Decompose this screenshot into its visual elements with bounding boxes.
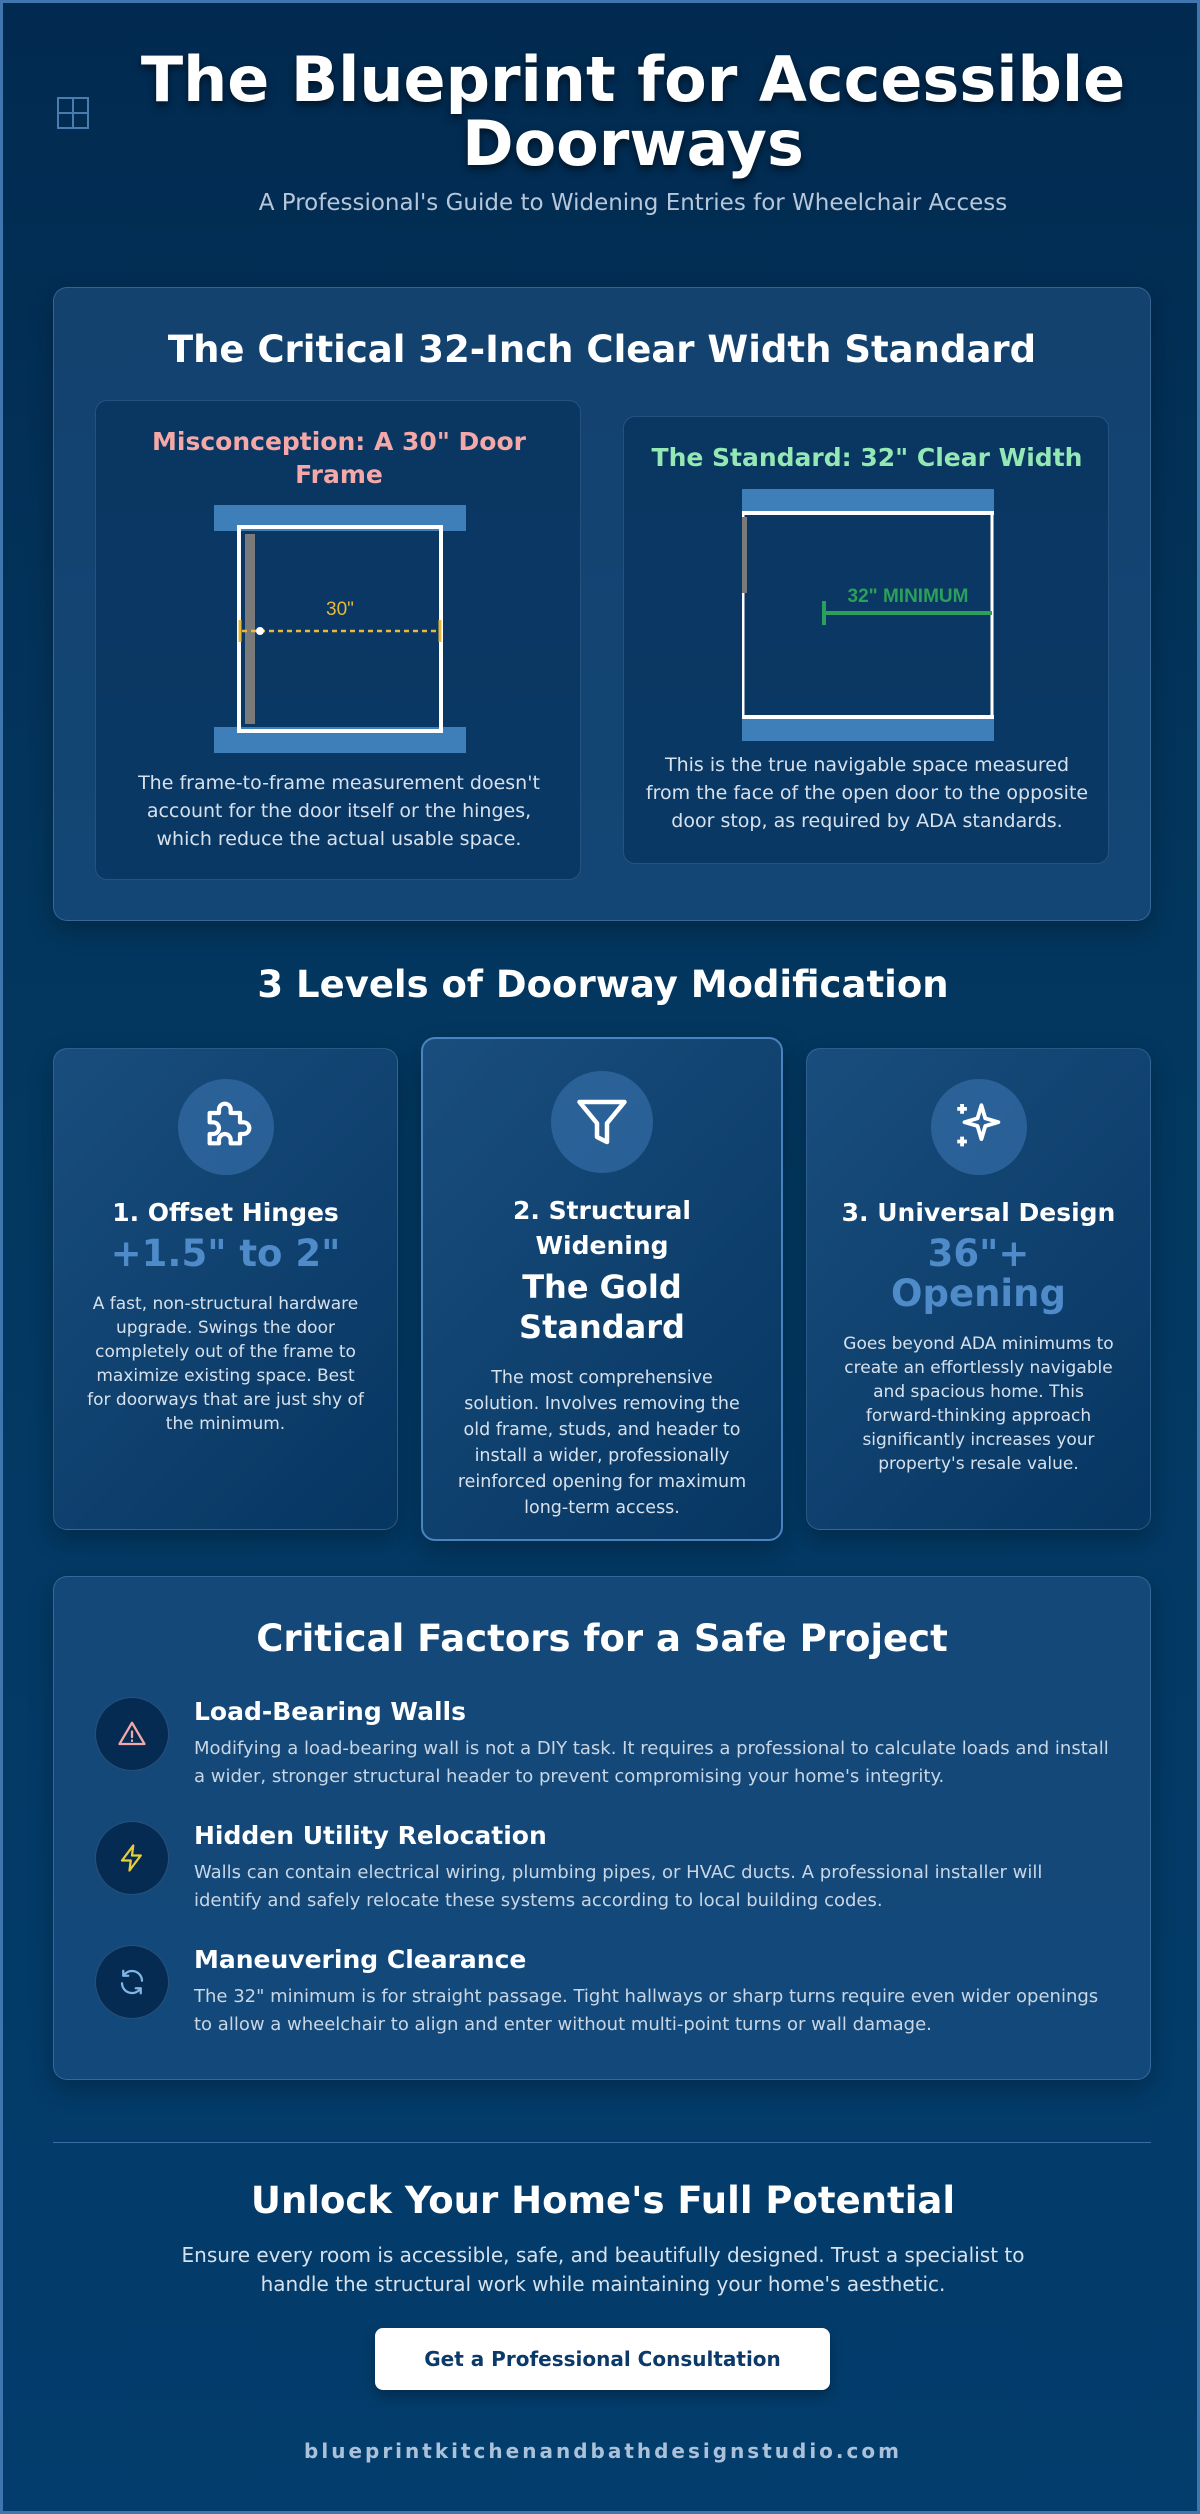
misconception-title: Misconception: A 30" Door Frame [152, 427, 526, 489]
level-card-universal-design [806, 1048, 1151, 1530]
factors-section-title: Critical Factors for a Safe Project [256, 1617, 948, 1660]
levels-section-title: 3 Levels of Doorway Modification [257, 963, 949, 1006]
level-card-offset-hinges [53, 1048, 398, 1530]
door-leaf [245, 534, 255, 724]
clear-width-32-diagram [742, 489, 994, 741]
level-2-name: 2. Structural Widening [512, 1196, 691, 1260]
misconception-panel [95, 400, 581, 880]
level-card-structural-widening [421, 1037, 783, 1541]
grid-icon [56, 96, 90, 130]
lightning-icon [95, 1821, 169, 1895]
sparkles-icon [931, 1079, 1027, 1175]
level-3-name: 3. Universal Design [841, 1198, 1116, 1227]
level-1-name: 1. Offset Hinges [112, 1198, 339, 1227]
site-url: blueprintkitchenandbathdesignstudio.com [304, 2439, 902, 2463]
level-3-stat: 36"+ Opening [891, 1232, 1066, 1315]
open-door-leaf [742, 517, 747, 593]
measure-label-32: 32" MINIMUM [847, 586, 969, 607]
cta-text: Ensure every room is accessible, safe, and beautifully designed. Trust a specialist to handle the structural work while maintaining your home's aesthetic. [181, 2243, 1025, 2296]
hero-header [103, 43, 1163, 216]
clear-width-standard-card [53, 287, 1151, 921]
factor-1-title: Load-Bearing Walls [194, 1697, 466, 1726]
factor-2-desc: Walls can contain electrical wiring, plumbing pipes, or HVAC ducts. A professional installer will identify and safely relocate these systems according to local building codes. [194, 1862, 1043, 1911]
level-2-desc: The most comprehensive solution. Involves removing the old frame, studs, and header to install a wider, professionally reinforced opening for maximum long-term access. [457, 1368, 747, 1518]
standard-text: This is the true navigable space measured from the face of the open door to the opposite door stop, as required by ADA standards. [645, 754, 1089, 832]
standard-section-title: The Critical 32-Inch Clear Width Standard [167, 328, 1037, 371]
funnel-icon [551, 1071, 653, 1173]
level-1-desc: A fast, non-structural hardware upgrade. Swings the door completely out of the frame to maximize existing space. Best for doorways that are just shy of the minimum. [87, 1294, 364, 1434]
level-1-stat: +1.5" to 2" [110, 1232, 341, 1275]
hinge-dot [256, 627, 264, 635]
section-divider [53, 2142, 1151, 2143]
critical-factors-card [53, 1576, 1151, 2080]
measure-label-30: 30" [326, 599, 354, 620]
page-subtitle: A Professional's Guide to Widening Entries for Wheelchair Access [258, 190, 1008, 216]
level-3-desc: Goes beyond ADA minimums to create an effortlessly navigable and spacious home. This forward-thinking approach significantly increases your property's resale value. [843, 1334, 1114, 1474]
door-opening [239, 527, 441, 731]
consultation-button[interactable]: Get a Professional Consultation [375, 2328, 830, 2390]
level-2-stat: The Gold Standard [519, 1268, 685, 1346]
door-frame-30-diagram [214, 505, 466, 753]
warning-triangle-icon [95, 1697, 169, 1771]
puzzle-icon [178, 1079, 274, 1175]
cta-title: Unlock Your Home's Full Potential [250, 2179, 956, 2222]
standard-panel [623, 416, 1109, 864]
factor-1-desc: Modifying a load-bearing wall is not a DIY task. It requires a professional to calculate loads and install a wider, stronger structural header to prevent compromising your home's integrity. [194, 1738, 1109, 1787]
factor-2-title: Hidden Utility Relocation [194, 1821, 547, 1850]
page-title: The Blueprint for Accessible Doorways [140, 43, 1126, 180]
refresh-icon [95, 1945, 169, 2019]
standard-clear-width-title: The Standard: 32" Clear Width [651, 443, 1083, 472]
factor-3-title: Maneuvering Clearance [194, 1945, 527, 1974]
factor-3-desc: The 32" minimum is for straight passage. Tight hallways or sharp turns require even wider openings to allow a wheelchair to align and enter without multi-point turns or wall damage. [194, 1986, 1099, 2035]
misconception-text: The frame-to-frame measurement doesn't account for the door itself or the hinges, which reduce the actual usable space. [138, 772, 540, 850]
